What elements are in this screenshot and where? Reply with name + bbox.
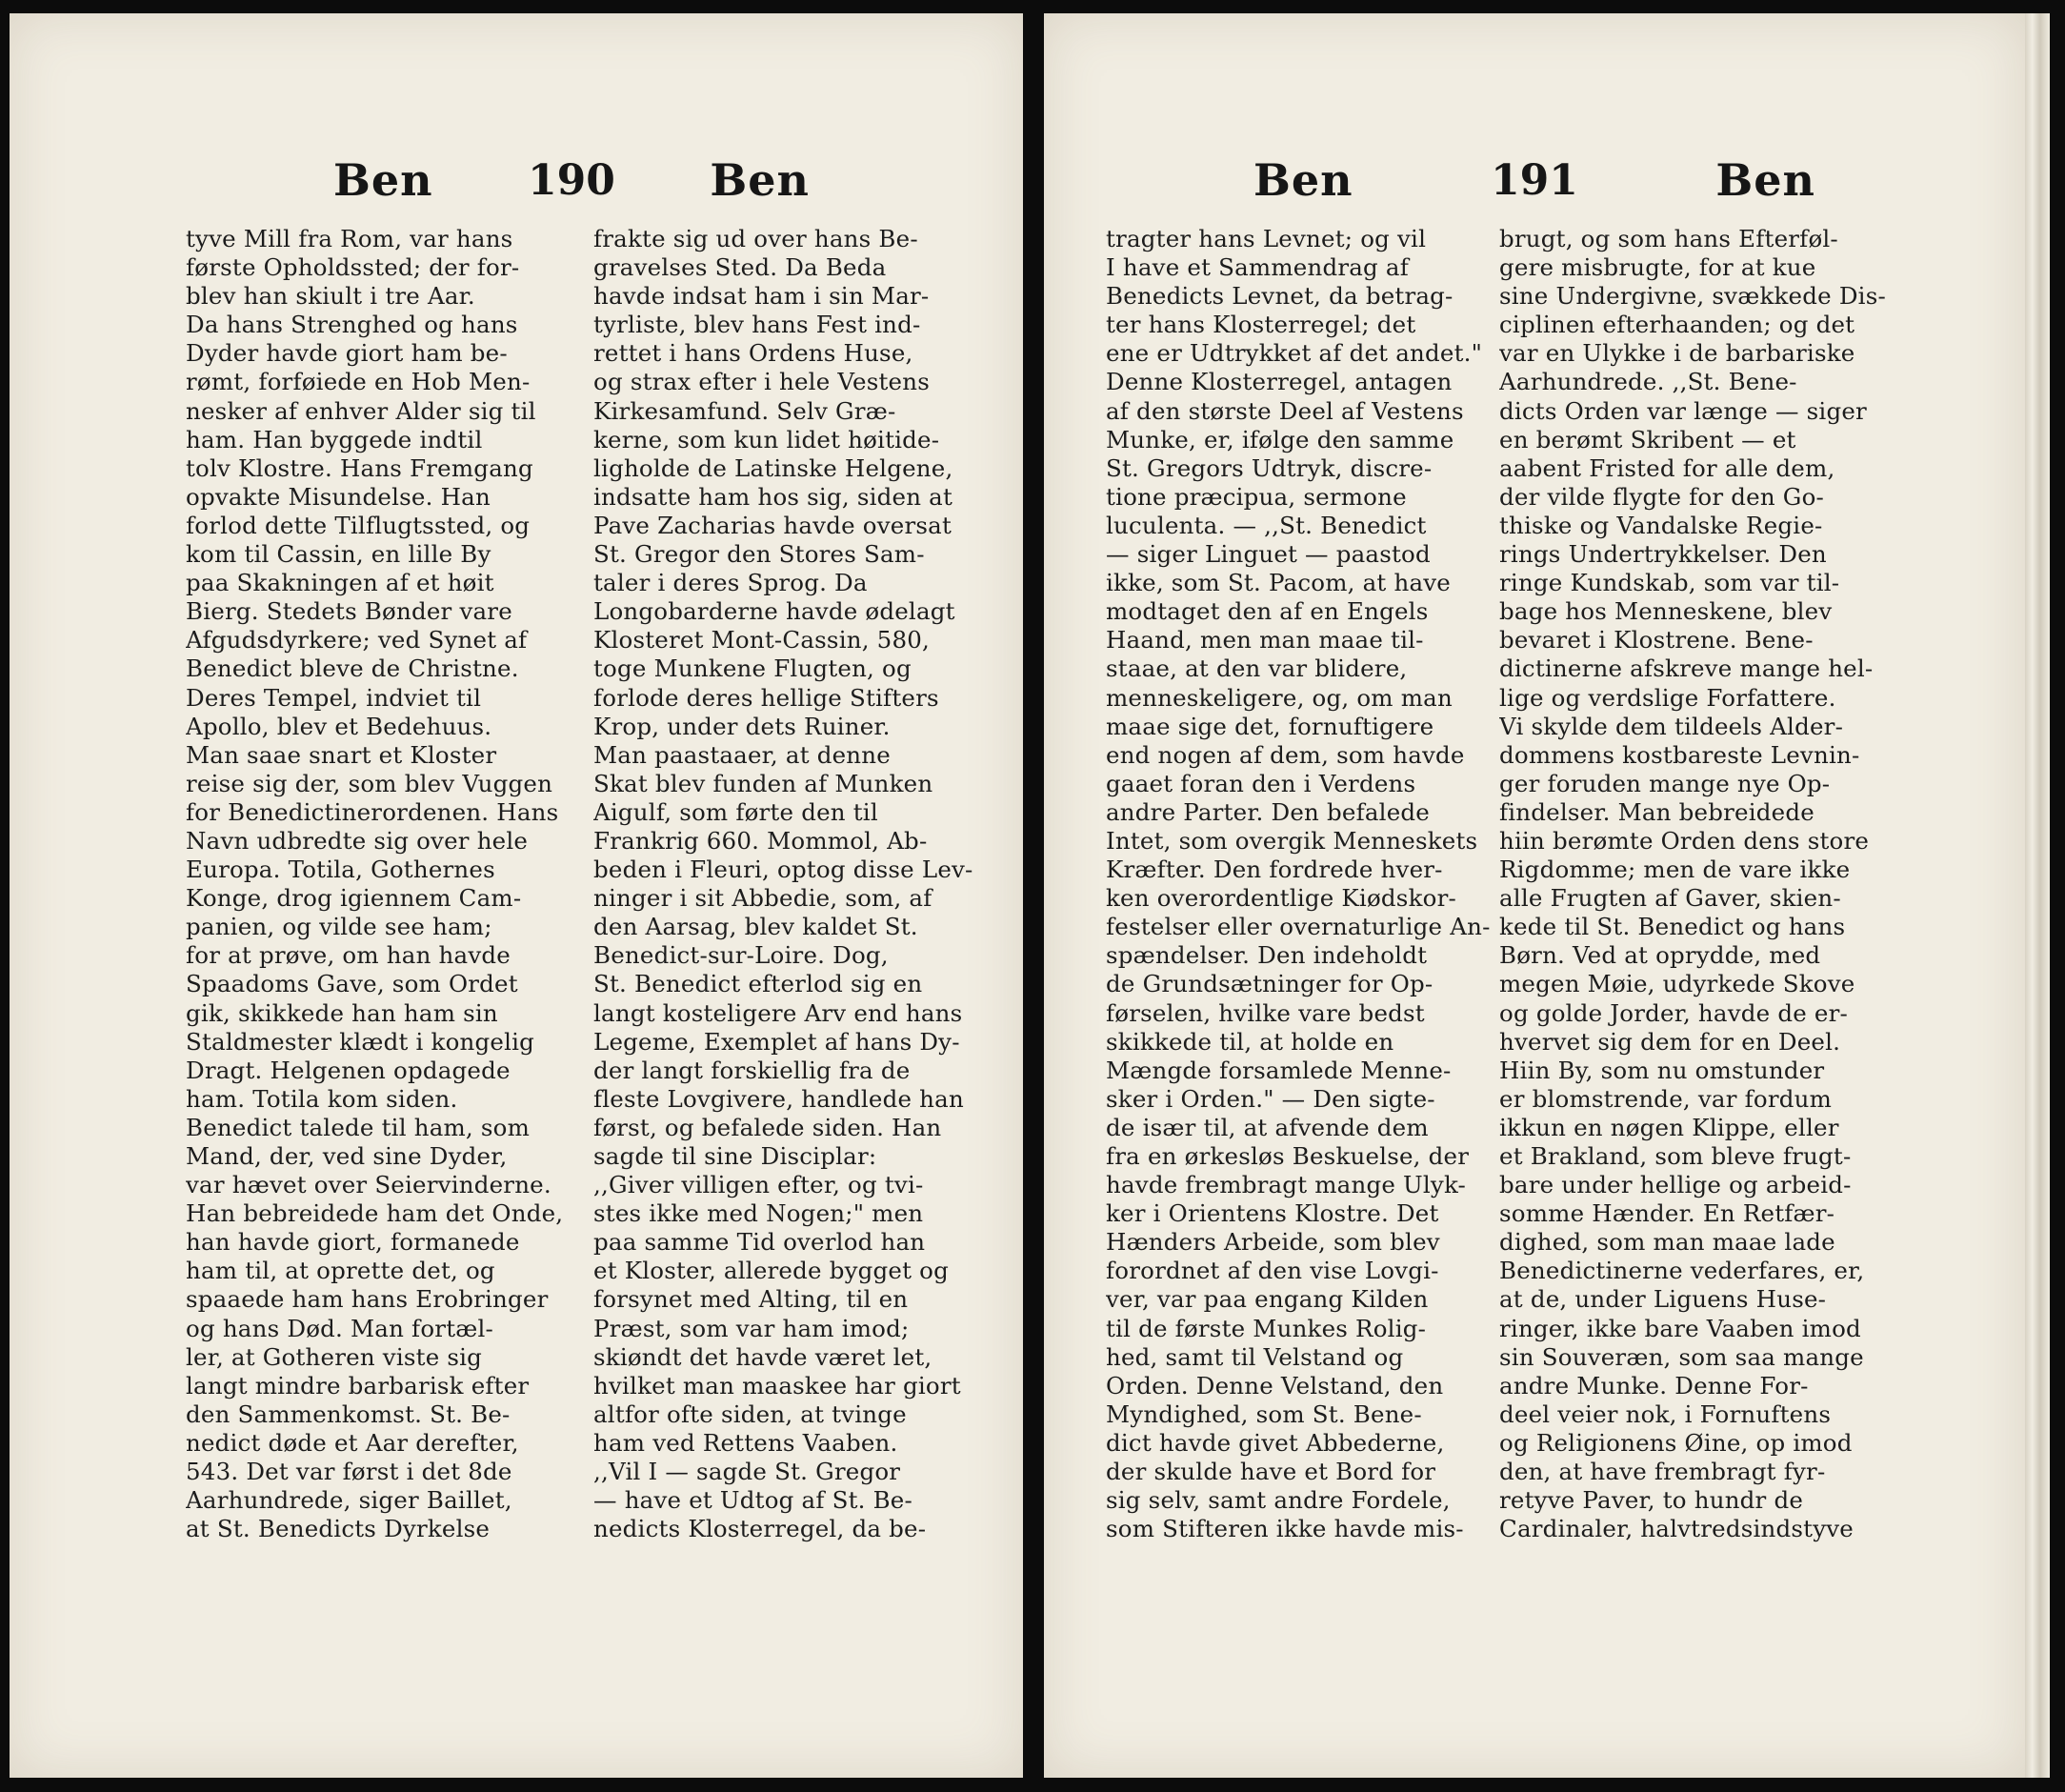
text-line: findelser. Man bebreidede <box>1499 797 1814 826</box>
text-line: Afgudsdyrkere; ved Synet af <box>186 626 528 654</box>
text-line: er blomstrende, var fordum <box>1499 1084 1833 1113</box>
text-line: forsynet med Alting, til en <box>593 1285 909 1314</box>
text-line: ciplinen efterhaanden; og det <box>1499 311 1855 339</box>
text-line: Vi skylde dem tildeels Alder- <box>1499 712 1844 740</box>
text-line: Da hans Strenghed og hans <box>186 311 518 339</box>
text-line: panien, og vilde see ham; <box>186 913 492 941</box>
text-line: staae, at den var blidere, <box>1106 654 1408 683</box>
text-line: andre Parter. Den befalede <box>1106 797 1430 826</box>
text-line: dict havde givet Abbederne, <box>1106 1428 1445 1457</box>
text-line: — have et Udtog af St. Be- <box>593 1486 912 1515</box>
text-line: Orden. Denne Velstand, den <box>1106 1371 1444 1399</box>
text-line: rømt, forføiede en Hob Men- <box>186 368 531 396</box>
text-line: kom til Cassin, en lille By <box>186 540 491 569</box>
text-line: sin Souveræn, som saa mange <box>1499 1342 1864 1371</box>
text-line: ham ved Rettens Vaaben. <box>593 1428 898 1457</box>
text-line: skiøndt det havde været let, <box>593 1342 932 1371</box>
text-line: blev han skiult i tre Aar. <box>186 282 475 311</box>
text-line: hvilket man maaskee har giort <box>593 1371 961 1399</box>
text-line: Pave Zacharias havde oversat <box>593 511 952 539</box>
text-line: end nogen af dem, som havde <box>1106 740 1465 769</box>
text-line: han havde giort, formanede <box>186 1228 520 1257</box>
text-line: Konge, drog igiennem Cam- <box>186 884 522 913</box>
text-line: rettet i hans Ordens Huse, <box>593 339 913 368</box>
text-line: den, at have frembragt fyr- <box>1499 1458 1826 1486</box>
text-line: Aigulf, som førte den til <box>593 797 878 826</box>
text-line: den Sammenkomst. St. Be- <box>186 1399 511 1428</box>
text-line: Legeme, Exemplet af hans Dy- <box>593 1027 960 1056</box>
text-line: Longobarderne havde ødelagt <box>593 597 955 626</box>
text-line: Europa. Totila, Gothernes <box>186 856 495 884</box>
text-line: gere misbrugte, for at kue <box>1499 253 1816 282</box>
text-line: ringe Kundskab, som var til- <box>1499 569 1840 597</box>
text-line: Benedicts Levnet, da betrag- <box>1106 282 1454 311</box>
text-line: skikkede til, at holde en <box>1106 1027 1394 1056</box>
text-line: Man saae snart et Kloster <box>186 740 497 769</box>
text-line: indsatte ham hos sig, siden at <box>593 482 953 511</box>
right-page-column-1 <box>1106 225 1496 1543</box>
text-line: dictinerne afskreve mange hel- <box>1499 654 1874 683</box>
text-line: toge Munkene Flugten, og <box>593 654 912 683</box>
text-line: ker i Orientens Klostre. Det <box>1106 1199 1439 1228</box>
text-line: Kirkesamfund. Selv Græ- <box>593 396 896 425</box>
right-page-column-2 <box>1499 225 1899 1543</box>
text-line: opvakte Misundelse. Han <box>186 482 491 511</box>
text-line: sig selv, samt andre Fordele, <box>1106 1486 1451 1515</box>
text-line: Spaadoms Gave, som Ordet <box>186 970 518 998</box>
text-line: luculenta. — ,,St. Benedict <box>1106 511 1427 539</box>
text-line: havde frembragt mange Ulyk- <box>1106 1171 1467 1199</box>
text-line: et Brakland, som bleve frugt- <box>1499 1142 1852 1170</box>
text-line: Bierg. Stedets Bønder vare <box>186 597 512 626</box>
text-line: Kræfter. Den fordrede hver- <box>1106 856 1443 884</box>
text-line: Hænders Arbeide, som blev <box>1106 1228 1440 1257</box>
text-line: en berømt Skribent — et <box>1499 425 1796 453</box>
text-line: tyrliste, blev hans Fest ind- <box>593 311 921 339</box>
text-line: Dyder havde giort ham be- <box>186 339 508 368</box>
text-line: og Religionens Øine, op imod <box>1499 1428 1853 1457</box>
right-header-right-word: Ben <box>1715 154 1815 206</box>
text-line: Haand, men man maae til- <box>1106 626 1424 654</box>
text-line: var en Ulykke i de barbariske <box>1499 339 1855 368</box>
text-line: at St. Benedicts Dyrkelse <box>186 1515 491 1543</box>
left-page-number: 190 <box>528 155 615 205</box>
text-line: ter hans Klosterregel; det <box>1106 311 1416 339</box>
text-line: de Grundsætninger for Op- <box>1106 970 1433 998</box>
text-line: ken overordentlige Kiødskor- <box>1106 884 1456 913</box>
text-line: ringer, ikke bare Vaaben imod <box>1499 1314 1861 1342</box>
text-line: de især til, at afvende dem <box>1106 1113 1429 1141</box>
text-line: for at prøve, om han havde <box>186 941 511 970</box>
text-line: paa samme Tid overlod han <box>593 1228 926 1257</box>
text-line: Hiin By, som nu omstunder <box>1499 1056 1825 1084</box>
text-line: Navn udbredte sig over hele <box>186 826 529 855</box>
text-line: ,,Vil I — sagde St. Gregor <box>593 1458 901 1486</box>
text-line: thiske og Vandalske Regie- <box>1499 511 1823 539</box>
text-line: ler, at Gotheren viste sig <box>186 1342 483 1371</box>
text-line: somme Hænder. En Retfær- <box>1499 1199 1835 1228</box>
text-line: kerne, som kun lidet høitide- <box>593 425 940 453</box>
text-line: spændelser. Den indeholdt <box>1106 941 1428 970</box>
text-line: retyve Paver, to hundr de <box>1499 1486 1804 1515</box>
text-line: frakte sig ud over hans Be- <box>593 225 918 252</box>
text-line: at de, under Liguens Huse- <box>1499 1285 1827 1314</box>
text-line: ikkun en nøgen Klippe, eller <box>1499 1113 1839 1141</box>
text-line: Intet, som overgik Menneskets <box>1106 826 1478 855</box>
text-line: St. Gregors Udtryk, discre- <box>1106 453 1433 482</box>
text-line: Benedict talede til ham, som <box>186 1113 531 1141</box>
text-line: gik, skikkede han ham sin <box>186 998 498 1027</box>
text-line: ikke, som St. Pacom, at have <box>1106 569 1451 597</box>
text-line: paa Skakningen af et høit <box>186 569 494 597</box>
text-line: først, og befalede siden. Han <box>593 1113 942 1141</box>
text-line: bare under hellige og arbeid- <box>1499 1171 1852 1199</box>
text-line: Aarhundrede, siger Baillet, <box>186 1486 512 1515</box>
text-line: ger foruden mange nye Op- <box>1499 769 1831 797</box>
text-line: rings Undertrykkelser. Den <box>1499 540 1827 569</box>
page-edges <box>2025 13 2050 1778</box>
text-line: hed, samt til Velstand og <box>1106 1342 1404 1371</box>
text-line: Myndighed, som St. Bene- <box>1106 1399 1422 1428</box>
text-line: forlod dette Tilflugtssted, og <box>186 511 531 539</box>
text-line: alle Frugten af Gaver, skien- <box>1499 884 1841 913</box>
text-line: aabent Fristed for alle dem, <box>1499 453 1835 482</box>
text-line: Han bebreidede ham det Onde, <box>186 1199 564 1228</box>
text-line: til de første Munkes Rolig- <box>1106 1314 1427 1342</box>
left-page-column-1 <box>186 225 576 1543</box>
text-line: sagde til sine Disciplar: <box>593 1142 877 1170</box>
text-line: af den største Deel af Vestens <box>1106 396 1464 425</box>
text-line: I have et Sammendrag af <box>1106 253 1409 282</box>
text-line: tolv Klostre. Hans Fremgang <box>186 453 533 482</box>
text-line: der vilde flygte for den Go- <box>1499 482 1824 511</box>
text-line: St. Gregor den Stores Sam- <box>593 540 925 569</box>
right-page-header <box>1253 147 1815 213</box>
text-line: tyve Mill fra Rom, var hans <box>186 225 513 252</box>
text-line: ligholde de Latinske Helgene, <box>593 453 953 482</box>
text-line: brugt, og som hans Efterføl- <box>1499 225 1838 252</box>
text-line: Munke, er, ifølge den samme <box>1106 425 1454 453</box>
text-line: ene er Udtrykket af det andet." <box>1106 339 1483 368</box>
text-line: Denne Klosterregel, antagen <box>1106 368 1453 396</box>
text-line: Dragt. Helgenen opdagede <box>186 1056 511 1084</box>
text-line: Deres Tempel, indviet til <box>186 683 482 712</box>
left-header-right-word: Ben <box>710 154 810 206</box>
text-line: Krop, under dets Ruiner. <box>593 712 891 740</box>
text-line: der langt forskiellig fra de <box>593 1056 911 1084</box>
text-line: stes ikke med Nogen;" men <box>593 1199 924 1228</box>
text-line: — siger Linguet — paastod <box>1106 540 1431 569</box>
text-line: ham. Totila kom siden. <box>186 1084 458 1113</box>
text-line: spaaede ham hans Erobringer <box>186 1285 549 1314</box>
text-line: et Kloster, allerede bygget og <box>593 1257 949 1285</box>
text-line: ver, var paa engang Kilden <box>1106 1285 1429 1314</box>
text-line: gravelses Sted. Da Beda <box>593 253 887 282</box>
text-line: ,,Giver villigen efter, og tvi- <box>593 1171 924 1199</box>
text-line: nesker af enhver Alder sig til <box>186 396 536 425</box>
text-line: Cardinaler, halvtredsindstyve <box>1499 1515 1854 1543</box>
text-line: forlode deres hellige Stifters <box>593 683 939 712</box>
text-line: bevaret i Klostrene. Bene- <box>1499 626 1814 654</box>
text-line: Rigdomme; men de vare ikke <box>1499 856 1851 884</box>
text-line: maae sige det, fornuftigere <box>1106 712 1434 740</box>
text-line: 543. Det var først i det 8de <box>186 1458 512 1486</box>
text-line: og golde Jorder, havde de er- <box>1499 998 1848 1027</box>
left-page <box>10 13 1023 1778</box>
text-line: der skulde have et Bord for <box>1106 1458 1436 1486</box>
text-line: førselen, hvilke vare bedst <box>1106 998 1425 1027</box>
text-line: nedicts Klosterregel, da be- <box>593 1515 927 1543</box>
text-line: bage hos Menneskene, blev <box>1499 597 1833 626</box>
text-line: sker i Orden." — Den sigte- <box>1106 1084 1435 1113</box>
text-line: Mand, der, ved sine Dyder, <box>186 1142 508 1170</box>
text-line: nedict døde et Aar derefter, <box>186 1428 519 1457</box>
text-line: dicts Orden var længe — siger <box>1499 396 1867 425</box>
text-line: Staldmester klædt i kongelig <box>186 1027 535 1056</box>
text-line: langt kosteligere Arv end hans <box>593 998 963 1027</box>
text-line: sine Undergivne, svækkede Dis- <box>1499 282 1886 311</box>
text-line: Præst, som var ham imod; <box>593 1314 910 1342</box>
text-line: Frankrig 660. Mommol, Ab- <box>593 826 928 855</box>
text-line: kede til St. Benedict og hans <box>1499 913 1846 941</box>
text-line: St. Benedict efterlod sig en <box>593 970 923 998</box>
text-line: hvervet sig dem for en Deel. <box>1499 1027 1841 1056</box>
text-line: og hans Død. Man fortæl- <box>186 1314 493 1342</box>
text-line: Børn. Ved at oprydde, med <box>1499 941 1821 970</box>
text-line: ninger i sit Abbedie, som, af <box>593 884 932 913</box>
text-line: var hævet over Seiervinderne. <box>186 1171 551 1199</box>
text-line: beden i Fleuri, optog disse Lev- <box>593 856 973 884</box>
text-line: reise sig der, som blev Vuggen <box>186 769 553 797</box>
text-line: Klosteret Mont-Cassin, 580, <box>593 626 931 654</box>
right-header-left-word: Ben <box>1253 154 1353 206</box>
text-line: Benedict-sur-Loire. Dog, <box>593 941 889 970</box>
text-line: og strax efter i hele Vestens <box>593 368 931 396</box>
text-line: tione præcipua, sermone <box>1106 482 1407 511</box>
text-line: altfor ofte siden, at tvinge <box>593 1399 907 1428</box>
left-page-column-2 <box>593 225 984 1543</box>
text-line: ham. Han byggede indtil <box>186 425 483 453</box>
text-line: hiin berømte Orden dens store <box>1499 826 1870 855</box>
text-line: Apollo, blev et Bedehuus. <box>186 712 492 740</box>
text-line: den Aarsag, blev kaldet St. <box>593 913 918 941</box>
right-page <box>1044 13 2025 1778</box>
left-page-header <box>333 147 810 213</box>
text-line: forordnet af den vise Lovgi- <box>1106 1257 1439 1285</box>
text-line: dighed, som man maae lade <box>1499 1228 1835 1257</box>
text-line: deel veier nok, i Fornuftens <box>1499 1399 1832 1428</box>
text-line: megen Møie, udyrkede Skove <box>1499 970 1855 998</box>
text-line: Aarhundrede. ,,St. Bene- <box>1499 368 1797 396</box>
text-line: Mængde forsamlede Menne- <box>1106 1056 1452 1084</box>
left-header-left-word: Ben <box>333 154 433 206</box>
text-line: gaaet foran den i Verdens <box>1106 769 1416 797</box>
right-page-number: 191 <box>1491 155 1578 205</box>
text-line: modtaget den af en Engels <box>1106 597 1429 626</box>
text-line: for Benedictinerordenen. Hans <box>186 797 559 826</box>
text-line: fra en ørkesløs Beskuelse, der <box>1106 1142 1470 1170</box>
text-line: Skat blev funden af Munken <box>593 769 933 797</box>
text-line: Man paastaaer, at denne <box>593 740 891 769</box>
text-line: havde indsat ham i sin Mar- <box>593 282 930 311</box>
text-line: dommens kostbareste Levnin- <box>1499 740 1860 769</box>
text-line: tragter hans Levnet; og vil <box>1106 225 1427 252</box>
text-line: langt mindre barbarisk efter <box>186 1371 530 1399</box>
text-line: Benedictinerne vederfares, er, <box>1499 1257 1865 1285</box>
text-line: taler i deres Sprog. Da <box>593 569 868 597</box>
text-line: fleste Lovgivere, handlede han <box>593 1084 964 1113</box>
text-line: menneskeligere, og, om man <box>1106 683 1453 712</box>
text-line: som Stifteren ikke havde mis- <box>1106 1515 1464 1543</box>
text-line: lige og verdslige Forfattere. <box>1499 683 1836 712</box>
text-line: andre Munke. Denne For- <box>1499 1371 1809 1399</box>
text-line: første Opholdssted; der for- <box>186 253 520 282</box>
text-line: Benedict bleve de Christne. <box>186 654 519 683</box>
text-line: festelser eller overnaturlige An- <box>1106 913 1491 941</box>
text-line: ham til, at oprette det, og <box>186 1257 495 1285</box>
